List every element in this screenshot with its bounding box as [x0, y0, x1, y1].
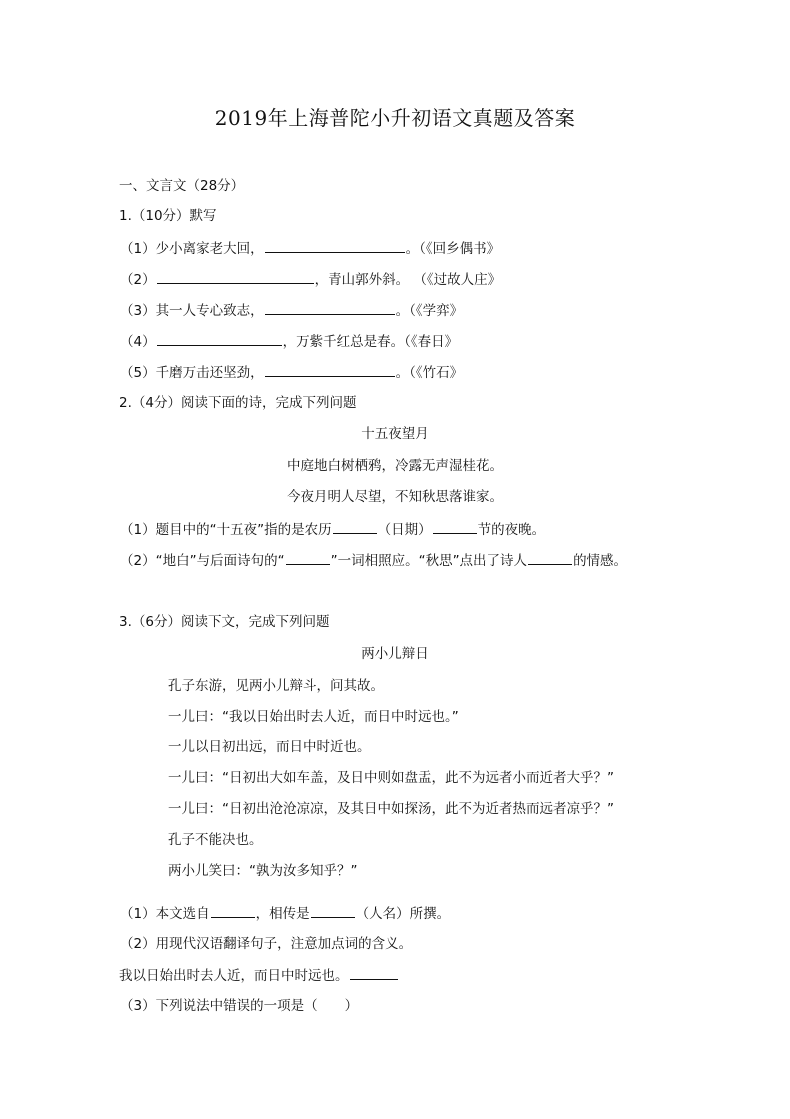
item-text-after: ，青山郭外斜。 （《过故人庄》	[314, 272, 502, 288]
sub-text: 的情感。	[573, 553, 628, 569]
text-line-3: 一儿以日初出远，而日中时近也。	[168, 739, 371, 755]
answer-blank[interactable]	[265, 300, 395, 315]
q3-sub-2-sentence	[119, 965, 399, 986]
q3-sub-2: （2）用现代汉语翻译句子，注意加点词的含义。	[120, 936, 413, 952]
q2-header: 2.（4分）阅读下面的诗，完成下列问题	[119, 395, 357, 411]
answer-blank[interactable]	[265, 362, 395, 377]
q3-header: 3.（6分）阅读下文，完成下列问题	[119, 614, 330, 630]
answer-blank[interactable]	[157, 331, 282, 346]
q1-item-4	[120, 331, 458, 352]
answer-blank[interactable]	[528, 550, 572, 565]
item-text-after: 。（《回乡偶书》	[405, 241, 501, 257]
q1-header: 1.（10分）默写	[119, 208, 217, 224]
text-line-4: 一儿曰：“日初出大如车盖，及日中则如盘盂，此不为远者小而近者大乎？”	[168, 770, 614, 786]
text-line-1: 孔子东游，见两小儿辩斗，问其故。	[168, 678, 384, 694]
answer-blank[interactable]	[157, 269, 314, 284]
section-heading: 一、文言文（28分）	[119, 178, 245, 194]
answer-blank[interactable]	[286, 550, 330, 565]
answer-blank[interactable]	[350, 965, 398, 980]
sub-text: （日期）	[377, 522, 432, 538]
text-title: 两小儿辩日	[361, 646, 429, 662]
poem-line-2: 今夜月明人尽望，不知秋思落谁家。	[287, 489, 503, 505]
item-number: （4）	[120, 334, 156, 350]
item-number: （2）	[120, 272, 156, 288]
text-line-5: 一儿曰：“日初出沧沧凉凉，及其日中如探汤，此不为近者热而远者凉乎？”	[168, 801, 614, 817]
item-number: （1）	[120, 241, 156, 257]
item-text-before: 千磨万击还坚劲，	[155, 365, 264, 381]
q1-item-2	[120, 269, 501, 290]
answer-blank[interactable]	[333, 519, 377, 534]
sub-text: （人名）所撰。	[355, 906, 451, 922]
item-text-after: ，万紫千红总是春。（《春日》	[282, 334, 459, 350]
text-line-6: 孔子不能决也。	[168, 832, 263, 848]
sub-text: 我以日始出时去人近，而日中时远也。	[119, 968, 349, 984]
item-number: （5）	[120, 365, 156, 381]
item-text-before: 少小离家老大回，	[155, 241, 264, 257]
item-number: （3）	[120, 303, 156, 319]
text-line-7: 两小儿笑曰：“孰为汝多知乎？”	[168, 863, 358, 879]
q2-sub-1	[120, 519, 545, 540]
answer-blank[interactable]	[311, 903, 355, 918]
answer-blank[interactable]	[433, 519, 477, 534]
item-text-after: 。（《竹石》	[395, 365, 464, 381]
q1-item-3	[120, 300, 463, 321]
text-line-2: 一儿曰：“我以日始出时去人近，而日中时远也。”	[168, 709, 459, 725]
sub-text: （1）题目中的“十五夜”指的是农历	[120, 522, 332, 538]
q1-item-1	[120, 238, 500, 259]
q3-sub-1	[120, 903, 450, 924]
item-text-before: 其一人专心致志，	[155, 303, 264, 319]
sub-text: 节的夜晚。	[477, 522, 546, 538]
sub-text: ，相传是	[255, 906, 310, 922]
answer-blank[interactable]	[211, 903, 255, 918]
document-title: 2019年上海普陀小升初语文真题及答案	[214, 106, 576, 130]
answer-blank[interactable]	[265, 238, 405, 253]
item-text-after: 。（《学弈》	[395, 303, 464, 319]
sub-text: （1）本文选自	[120, 906, 210, 922]
poem-line-1: 中庭地白树栖鸦，冷露无声湿桂花。	[287, 458, 503, 474]
q1-item-5	[120, 362, 463, 383]
sub-text: ”一词相照应。“秋思”点出了诗人	[330, 553, 528, 569]
poem-title: 十五夜望月	[361, 426, 429, 442]
q2-sub-2	[120, 550, 627, 571]
sub-text: （2）“地白”与后面诗句的“	[120, 553, 285, 569]
q3-sub-3: （3）下列说法中错误的一项是（ ）	[120, 998, 359, 1014]
